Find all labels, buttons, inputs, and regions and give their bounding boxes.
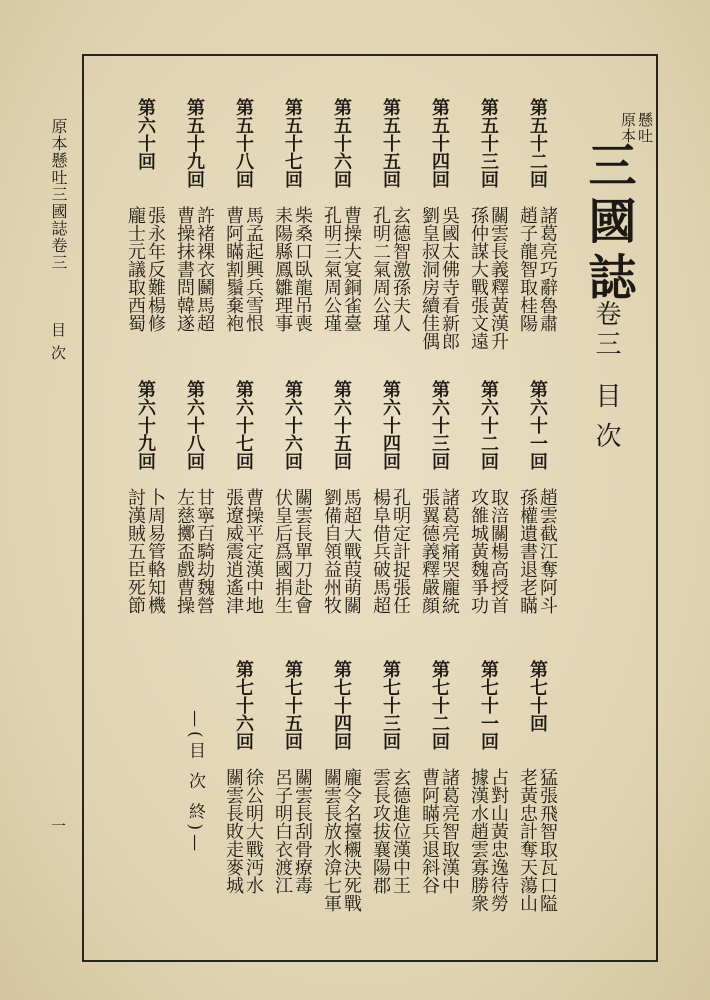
chapter-title: [171, 206, 217, 332]
chapter-number: 第六十一回: [527, 380, 548, 470]
chapter-title-line: 曹操抹書問韓遂: [174, 206, 195, 332]
chapter-title-line: 攻雒城黃魏爭功: [468, 488, 489, 614]
chapter-title-line: 吳國太佛寺看新郎: [439, 206, 460, 350]
chapter-title-line: 玄德進位漢中王: [390, 768, 411, 894]
chapter-number: 第七十回: [527, 660, 548, 732]
chapter-title: [416, 488, 462, 614]
chapter-title-line: 劉備自領益州牧: [321, 488, 342, 614]
volume-label: 卷三: [591, 300, 621, 360]
chapter-title-line: 龐令名擡櫬決死戰: [341, 768, 362, 912]
chapter-title-line: 呂子明白衣渡江: [272, 768, 293, 894]
chapter-title: [416, 768, 462, 894]
chapter-number: 第五十三回: [478, 98, 499, 188]
margin-book-title: 原本懸吐三國誌卷三: [49, 118, 68, 271]
end-marker: —(目 次 終)—: [185, 710, 205, 856]
chapter-title-line: 張遼威震逍遙津: [223, 488, 244, 614]
chapter-title-line: 猛張飛智取瓦口隘: [537, 768, 558, 912]
chapter-title-line: 關雲長刮骨療毒: [292, 768, 313, 894]
chapter-number: 第六十九回: [135, 380, 156, 470]
chapter-number: 第六十三回: [429, 380, 450, 470]
chapter-title-line: 孫權遺書退老瞞: [517, 488, 538, 614]
chapter-title-line: 曹阿瞞割鬚棄袍: [223, 206, 244, 332]
chapter-title: [318, 206, 364, 332]
chapter-title-line: 孔明三氣周公瑾: [321, 206, 342, 332]
chapter-title-line: 張翼德義釋嚴顔: [419, 488, 440, 614]
chapter-title: [171, 488, 217, 614]
chapter-title-line: 討漢賊五臣死節: [125, 488, 146, 614]
chapter-title-line: 劉皇叔洞房續佳偶: [419, 206, 440, 350]
chapter-title: [367, 768, 413, 894]
chapter-number: 第六十六回: [282, 380, 303, 470]
chapter-number: 第六十回: [135, 98, 156, 170]
chapter-title-line: 取涪關楊高授首: [488, 488, 509, 614]
chapter-number: 第七十一回: [478, 660, 499, 750]
title-prefix-line: 原本: [619, 112, 637, 144]
chapter-title: [269, 206, 315, 332]
chapter-title-line: 據漢水趙雲寡勝衆: [468, 768, 489, 912]
margin-section-label: 目次: [49, 322, 67, 368]
chapter-title-line: 甘寧百騎劫魏營: [194, 488, 215, 614]
chapter-title-line: 楊阜借兵破馬超: [370, 488, 391, 614]
chapter-title: [269, 488, 315, 614]
chapter-title: [465, 768, 511, 912]
chapter-title: [514, 488, 560, 614]
chapter-title-line: 諸葛亮痛哭龐統: [439, 488, 460, 614]
chapter-title: [269, 768, 315, 894]
section-label: 目次: [591, 382, 621, 462]
chapter-title-line: 柴桑口臥龍吊喪: [292, 206, 313, 332]
chapter-number: 第五十六回: [331, 98, 352, 188]
chapter-title-line: 諸葛亮智取漢中: [439, 768, 460, 894]
chapter-number: 第五十五回: [380, 98, 401, 188]
chapter-title: [465, 488, 511, 614]
chapter-title-line: 關雲長敗走麥城: [223, 768, 244, 894]
chapter-number: 第五十七回: [282, 98, 303, 188]
chapter-title: [514, 768, 560, 912]
chapter-title-line: 占對山黃忠逸待勞: [488, 768, 509, 912]
chapter-number: 第六十二回: [478, 380, 499, 470]
chapter-number: 第七十三回: [380, 660, 401, 750]
chapter-title-line: 玄德智激孫夫人: [390, 206, 411, 332]
chapter-title-line: 孔明定計捉張任: [390, 488, 411, 614]
chapter-title: [514, 206, 560, 332]
chapter-title: [220, 488, 266, 614]
chapter-title: [465, 206, 511, 350]
chapter-title-line: 曹操平定漢中地: [243, 488, 264, 614]
chapter-title: [220, 206, 266, 332]
chapter-number: 第五十二回: [527, 98, 548, 188]
book-title: 三國誌: [580, 140, 636, 308]
chapter-title-line: 伏皇后爲國捐生: [272, 488, 293, 614]
chapter-number: 第六十四回: [380, 380, 401, 470]
chapter-title: [416, 206, 462, 350]
chapter-title-line: 雲長攻拔襄陽郡: [370, 768, 391, 894]
chapter-title: [367, 488, 413, 614]
chapter-title-line: 趙子龍智取桂陽: [517, 206, 538, 332]
chapter-title: [122, 206, 168, 332]
chapter-title-line: 曹阿瞞兵退斜谷: [419, 768, 440, 894]
chapter-title-line: 左慈擲盃戲曹操: [174, 488, 195, 614]
chapter-number: 第六十七回: [233, 380, 254, 470]
chapter-number: 第七十四回: [331, 660, 352, 750]
chapter-number: 第七十二回: [429, 660, 450, 750]
chapter-title: [122, 488, 168, 614]
chapter-number: 第六十五回: [331, 380, 352, 470]
chapter-title-line: 張永年反難楊修: [145, 206, 166, 332]
chapter-number: 第五十九回: [184, 98, 205, 188]
chapter-title-line: 許褚裸衣鬭馬超: [194, 206, 215, 332]
page-number: 一: [49, 818, 67, 835]
chapter-number: 第六十八回: [184, 380, 205, 470]
chapter-title-line: 孫仲謀大戰張文遠: [468, 206, 489, 350]
chapter-title-line: 關雲長放水渰七軍: [321, 768, 342, 912]
title-prefix-line: 懸吐: [636, 112, 654, 144]
chapter-title-line: 卜周易管輅知機: [145, 488, 166, 614]
chapter-title-line: 老黃忠計奪天蕩山: [517, 768, 538, 912]
chapter-number: 第七十六回: [233, 660, 254, 750]
chapter-title-line: 馬超大戰葭萌關: [341, 488, 362, 614]
chapter-title-line: 關雲長義釋黃漢升: [488, 206, 509, 350]
chapter-title-line: 耒陽縣鳳雛理事: [272, 206, 293, 332]
chapter-title-line: 孔明二氣周公瑾: [370, 206, 391, 332]
chapter-title: [367, 206, 413, 332]
chapter-title-line: 馬孟起興兵雪恨: [243, 206, 264, 332]
chapter-title-line: 諸葛亮巧辭魯肅: [537, 206, 558, 332]
chapter-title: [318, 768, 364, 912]
chapter-number: 第五十四回: [429, 98, 450, 188]
chapter-title-line: 徐公明大戰沔水: [243, 768, 264, 894]
chapter-title-line: 曹操大宴銅雀臺: [341, 206, 362, 332]
chapter-number: 第五十八回: [233, 98, 254, 188]
chapter-title-line: 龐士元議取西蜀: [125, 206, 146, 332]
chapter-title: [220, 768, 266, 894]
chapter-title-line: 關雲長單刀赴會: [292, 488, 313, 614]
chapter-number: 第七十五回: [282, 660, 303, 750]
chapter-title-line: 趙雲截江奪阿斗: [537, 488, 558, 614]
chapter-title: [318, 488, 364, 614]
